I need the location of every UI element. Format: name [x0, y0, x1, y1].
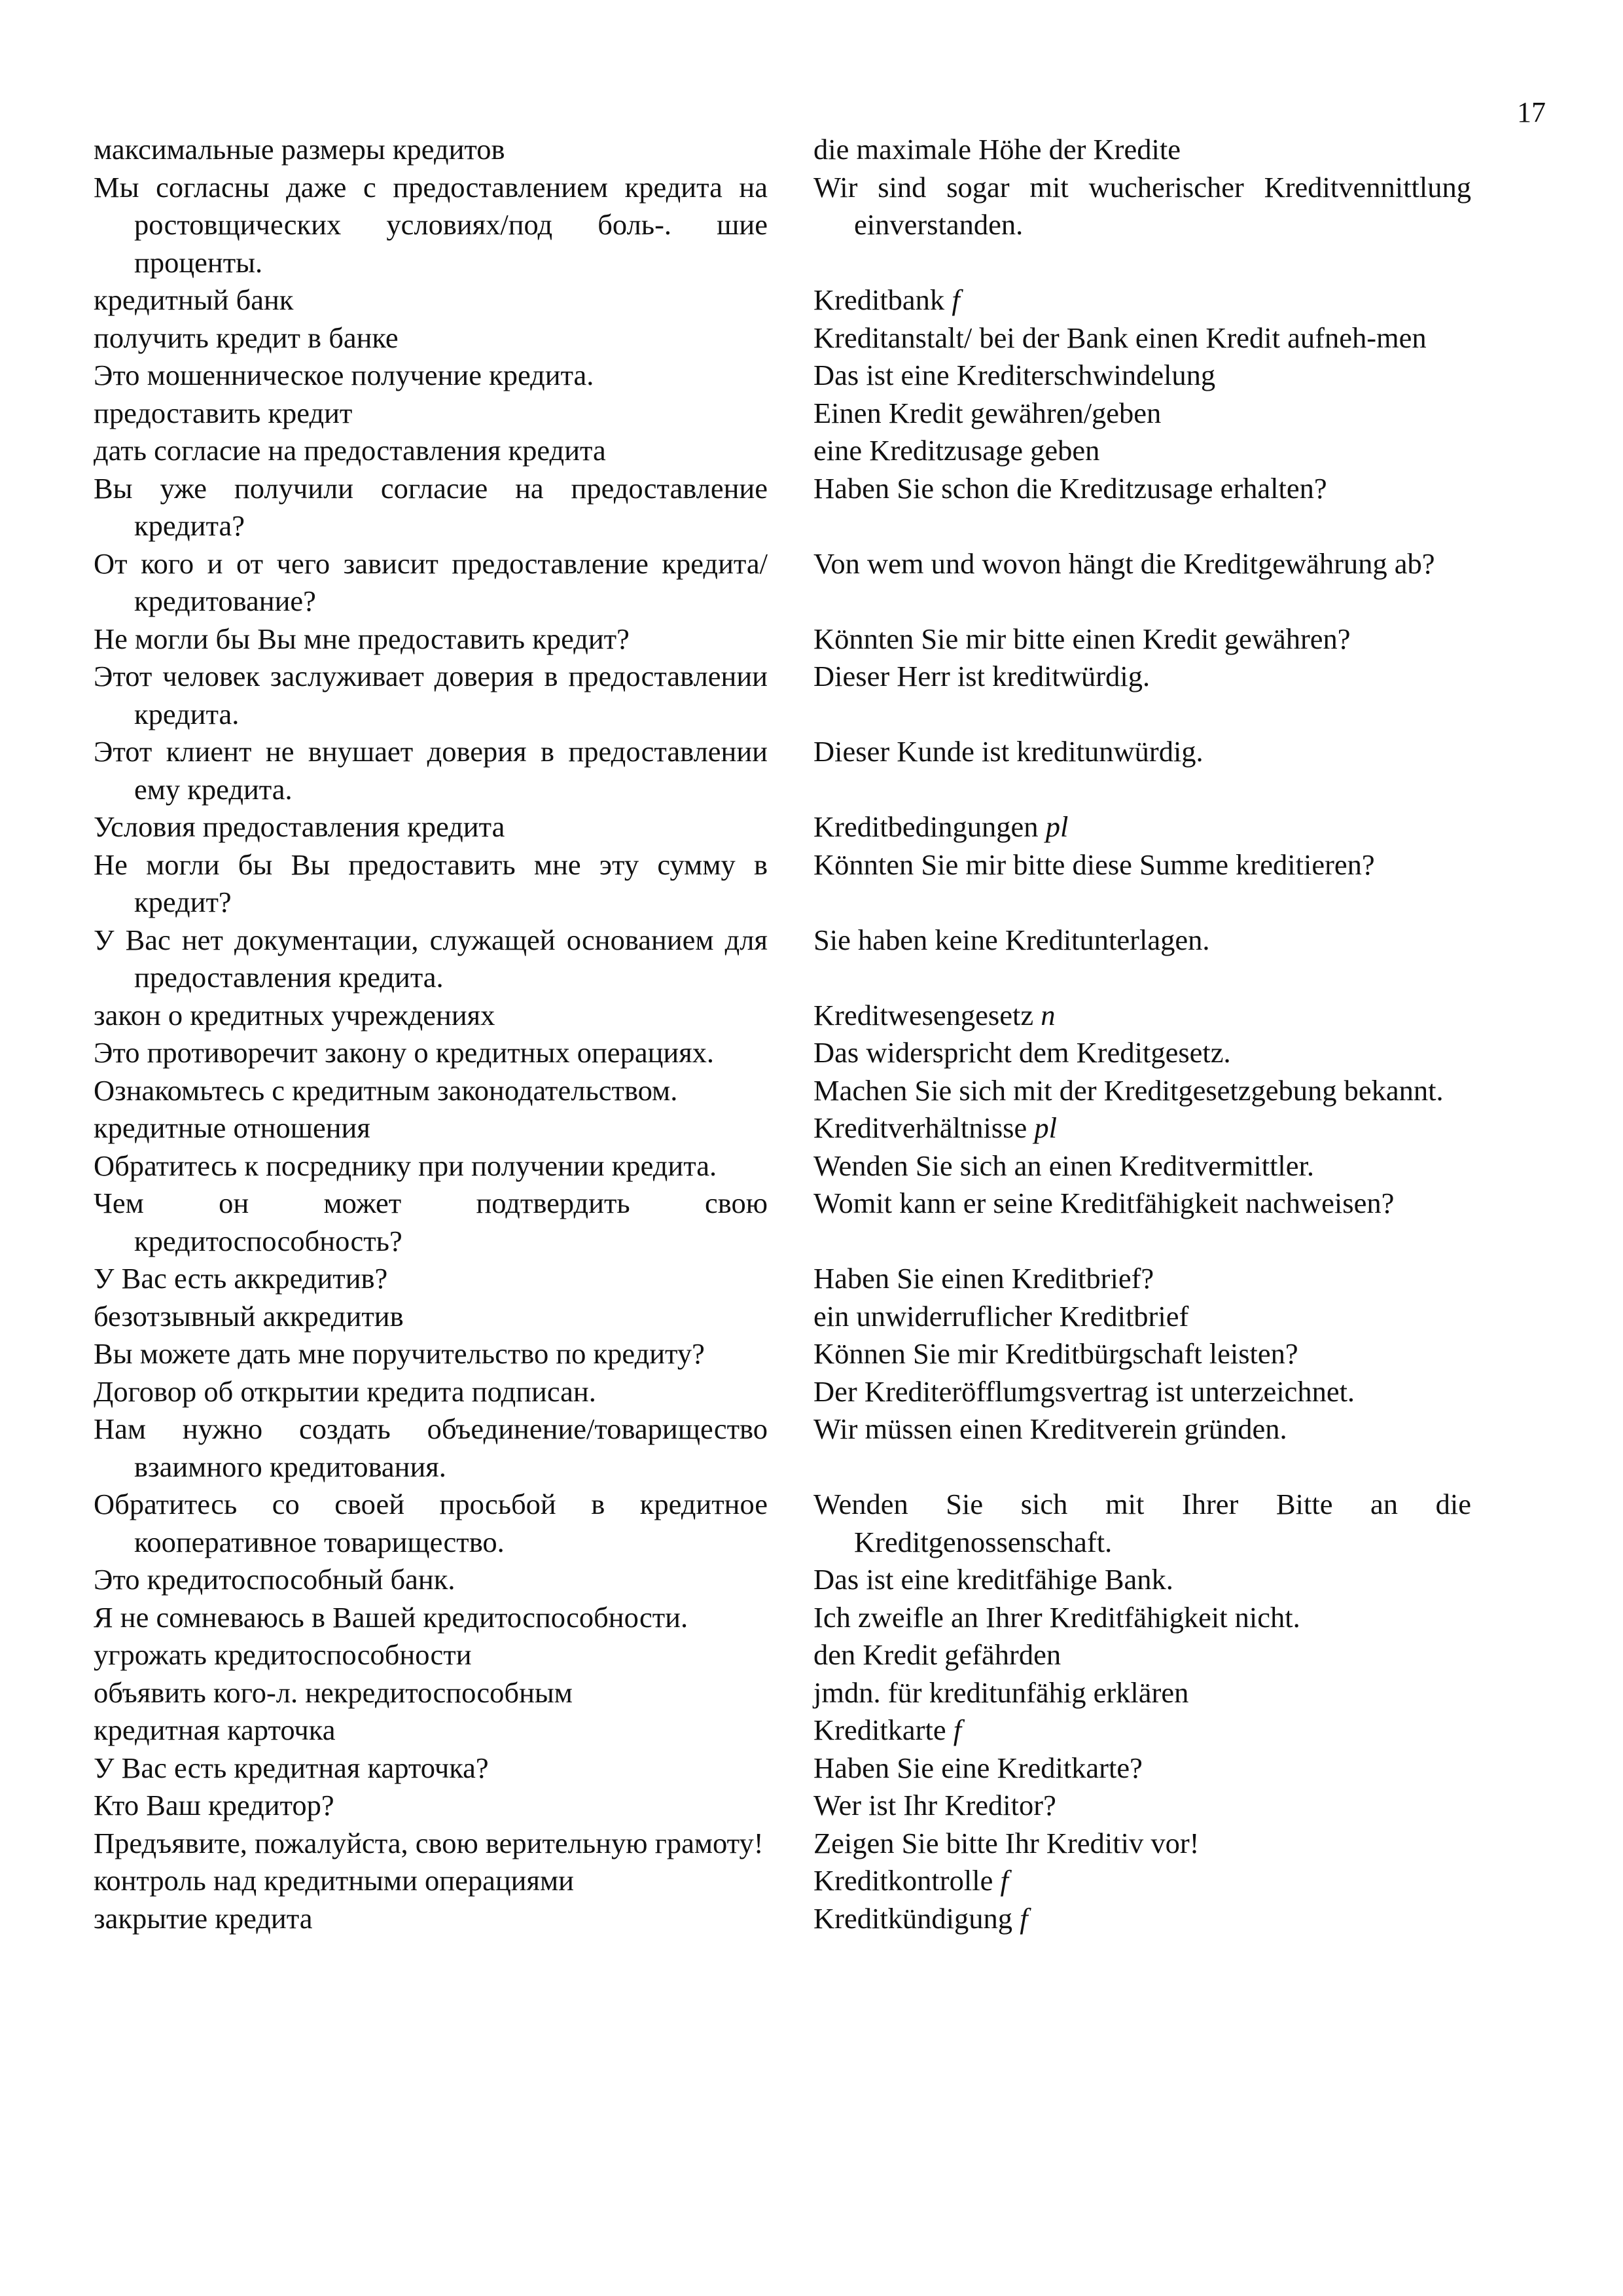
russian-text: предоставить кредит [94, 396, 353, 429]
german-phrase [813, 281, 1471, 319]
page-number: 17 [1517, 96, 1546, 128]
german-text: Dieser Kunde ist kreditunwürdig. [813, 735, 1204, 768]
glossary-row [94, 470, 1471, 545]
german-phrase [813, 922, 1471, 960]
german-text: Kreditanstalt/ bei der Bank einen Kredit aufneh-men [813, 321, 1427, 354]
grammar-label: pl [1034, 1111, 1057, 1144]
russian-text: Это противоречит закону о кредитных операциях. [94, 1036, 715, 1069]
german-text: Haben Sie schon die Kreditzusage erhalten? [813, 471, 1327, 505]
russian-phrase [94, 1185, 768, 1260]
russian-text: Не могли бы Вы предоставить мне эту сумму в кредит? [94, 848, 768, 918]
german-text: Wir sind sogar mit wucherischer Kreditvennittlung einverstanden. [813, 170, 1471, 241]
glossary-row [94, 319, 1471, 357]
russian-text: Не могли бы Вы мне предоставить кредит? [94, 622, 630, 655]
german-text: Ich zweifle an Ihrer Kreditfähigkeit nicht. [813, 1600, 1300, 1634]
german-text: Sie haben keine Kreditunterlagen. [813, 923, 1210, 956]
glossary-row [94, 733, 1471, 808]
russian-phrase [94, 1034, 768, 1072]
russian-text: Я не сомневаюсь в Вашей кредитоспособности. [94, 1600, 688, 1634]
grammar-label: f [1000, 1864, 1008, 1897]
russian-text: угрожать кредитоспособности [94, 1638, 472, 1671]
russian-text: Кто Ваш кредитор? [94, 1789, 334, 1821]
german-text: Zeigen Sie bitte Ihr Kreditiv vor! [813, 1826, 1200, 1859]
russian-text: получить кредит в банке [94, 321, 399, 354]
russian-text: Вы можете дать мне поручительство по кредиту? [94, 1337, 705, 1370]
russian-text: Этот клиент не внушает доверия в предоставлении ему кредита. [94, 735, 768, 806]
german-text: Kreditkontrolle [813, 1864, 993, 1897]
russian-phrase [94, 733, 768, 808]
russian-text: Это мошенническое получение кредита. [94, 359, 594, 391]
german-phrase [813, 1712, 1471, 1749]
german-text: Haben Sie einen Kreditbrief? [813, 1262, 1154, 1295]
glossary-row [94, 1486, 1471, 1561]
german-text: Könnten Sie mir bitte einen Kredit gewähren? [813, 622, 1351, 655]
glossary-row [94, 1373, 1471, 1411]
russian-text: закон о кредитных учреждениях [94, 998, 495, 1031]
glossary-row [94, 1825, 1471, 1863]
russian-text: объявить кого-л. некредитоспособным [94, 1676, 573, 1709]
glossary-row [94, 808, 1471, 846]
german-phrase [813, 808, 1471, 846]
russian-text: кредитные отношения [94, 1111, 370, 1144]
russian-text: безотзывный аккредитив [94, 1299, 404, 1333]
german-text: Machen Sie sich mit der Kreditgesetzgebung bekannt. [813, 1073, 1444, 1107]
glossary-row [94, 922, 1471, 997]
russian-phrase [94, 169, 768, 282]
grammar-label: f [953, 1713, 962, 1746]
russian-phrase [94, 1862, 768, 1900]
glossary-row [94, 131, 1471, 169]
german-text: ein unwiderruflicher Kreditbrief [813, 1299, 1189, 1333]
glossary-row [94, 1561, 1471, 1599]
grammar-label: f [1020, 1901, 1028, 1935]
russian-phrase [94, 131, 768, 169]
russian-text: максимальные размеры кредитов [94, 133, 505, 166]
glossary-row [94, 395, 1471, 433]
glossary-row [94, 846, 1471, 922]
russian-phrase [94, 545, 768, 620]
german-phrase [813, 997, 1471, 1035]
russian-text: кредитная карточка [94, 1713, 336, 1746]
german-text: eine Kreditzusage geben [813, 434, 1100, 467]
russian-text: У Вас нет документации, служащей основанием для предоставления кредита. [94, 923, 768, 994]
german-phrase [813, 545, 1471, 583]
german-phrase [813, 1561, 1471, 1599]
russian-text: Этот человек заслуживает доверия в предоставлении кредита. [94, 660, 768, 730]
german-text: Womit kann er seine Kreditfähigkeit nachweisen? [813, 1187, 1395, 1219]
german-phrase [813, 1862, 1471, 1900]
german-phrase [813, 733, 1471, 771]
german-text: Kreditkarte [813, 1713, 946, 1746]
german-phrase [813, 1674, 1471, 1712]
german-phrase [813, 1072, 1471, 1110]
german-text: Können Sie mir Kreditbürgschaft leisten? [813, 1337, 1298, 1370]
glossary-row [94, 1712, 1471, 1749]
russian-text: От кого и от чего зависит предоставление кредита/кредитование? [94, 547, 768, 617]
grammar-label: pl [1045, 810, 1069, 843]
russian-phrase [94, 1335, 768, 1373]
german-phrase [813, 357, 1471, 395]
russian-text: контроль над кредитными операциями [94, 1864, 574, 1897]
german-phrase [813, 658, 1471, 696]
german-text: Einen Kredit gewähren/geben [813, 396, 1162, 429]
grammar-label: n [1041, 998, 1056, 1031]
russian-phrase [94, 1900, 768, 1938]
russian-phrase [94, 1825, 768, 1863]
russian-phrase [94, 1373, 768, 1411]
russian-phrase [94, 1599, 768, 1637]
russian-phrase [94, 997, 768, 1035]
german-text: Haben Sie eine Kreditkarte? [813, 1751, 1143, 1784]
german-phrase [813, 319, 1471, 357]
german-phrase [813, 1636, 1471, 1674]
russian-phrase [94, 470, 768, 545]
russian-phrase [94, 1561, 768, 1599]
german-text: Der Krediteröfflumgsvertrag ist unterzeichnet. [813, 1374, 1355, 1408]
german-phrase [813, 1260, 1471, 1298]
russian-phrase [94, 1260, 768, 1298]
glossary-row [94, 1787, 1471, 1825]
glossary-row [94, 1410, 1471, 1486]
german-phrase [813, 1749, 1471, 1787]
glossary-row [94, 1674, 1471, 1712]
russian-phrase [94, 658, 768, 733]
russian-phrase [94, 1072, 768, 1110]
russian-phrase [94, 1486, 768, 1561]
russian-phrase [94, 1298, 768, 1336]
russian-text: Условия предоставления кредита [94, 810, 505, 843]
glossary-row [94, 1147, 1471, 1185]
glossary-row [94, 1335, 1471, 1373]
german-text: Das ist eine Krediterschwindelung [813, 359, 1216, 391]
glossary-row [94, 997, 1471, 1035]
german-text: die maximale Höhe der Kredite [813, 133, 1181, 166]
glossary-row [94, 1636, 1471, 1674]
russian-phrase [94, 808, 768, 846]
russian-phrase [94, 1712, 768, 1749]
glossary-row [94, 1900, 1471, 1938]
german-text: den Kredit gefährden [813, 1638, 1061, 1671]
german-phrase [813, 1185, 1471, 1223]
german-phrase [813, 169, 1471, 244]
russian-phrase [94, 395, 768, 433]
grammar-label: f [952, 283, 960, 316]
german-text: Kreditkündigung [813, 1901, 1013, 1935]
german-text: Kreditwesengesetz [813, 998, 1034, 1031]
russian-text: Это кредитоспособный банк. [94, 1563, 455, 1596]
german-phrase [813, 1109, 1471, 1147]
german-phrase [813, 131, 1471, 169]
german-phrase [813, 846, 1471, 884]
russian-phrase [94, 281, 768, 319]
german-phrase [813, 1599, 1471, 1637]
german-phrase [813, 470, 1471, 508]
russian-phrase [94, 319, 768, 357]
german-phrase [813, 395, 1471, 433]
russian-phrase [94, 1787, 768, 1825]
russian-phrase [94, 620, 768, 658]
glossary-row [94, 432, 1471, 470]
glossary-row [94, 658, 1471, 733]
german-text: Kreditbank [813, 283, 945, 316]
russian-text: Мы согласны даже с предоставлением кредита на ростовщических условиях/под боль-. шие проценты. [94, 170, 768, 279]
russian-text: Ознакомьтесь с кредитным законодательством. [94, 1073, 678, 1107]
german-text: Wer ist Ihr Kreditor? [813, 1789, 1056, 1821]
glossary-row [94, 1109, 1471, 1147]
german-phrase [813, 1034, 1471, 1072]
russian-text: У Вас есть аккредитив? [94, 1262, 388, 1295]
glossary-row [94, 1072, 1471, 1110]
russian-text: У Вас есть кредитная карточка? [94, 1751, 489, 1784]
german-phrase [813, 1410, 1471, 1448]
russian-phrase [94, 357, 768, 395]
russian-text: закрытие кредита [94, 1901, 313, 1935]
russian-text: Чем он может подтвердить свою кредитоспособность? [94, 1187, 768, 1257]
glossary-row [94, 1599, 1471, 1637]
glossary-row [94, 169, 1471, 282]
german-phrase [813, 1486, 1471, 1561]
german-phrase [813, 1373, 1471, 1411]
german-text: Von wem und wovon hängt die Kreditgewährung ab? [813, 547, 1435, 580]
russian-text: Вы уже получили согласие на предоставление кредита? [94, 471, 768, 542]
german-text: Dieser Herr ist kreditwürdig. [813, 660, 1150, 692]
german-text: Kreditverhältnisse [813, 1111, 1027, 1144]
glossary-row [94, 357, 1471, 395]
german-phrase [813, 1825, 1471, 1863]
glossary-row [94, 1749, 1471, 1787]
german-text: Das widerspricht dem Kreditgesetz. [813, 1036, 1231, 1069]
russian-phrase [94, 922, 768, 997]
russian-phrase [94, 1410, 768, 1486]
glossary-row [94, 620, 1471, 658]
german-phrase [813, 432, 1471, 470]
german-text: Wenden Sie sich an einen Kreditvermittler. [813, 1149, 1315, 1182]
glossary-row [94, 1260, 1471, 1298]
glossary-row [94, 1185, 1471, 1260]
russian-text: Обратитесь к посреднику при получении кредита. [94, 1149, 717, 1182]
german-text: Das ist eine kreditfähige Bank. [813, 1563, 1173, 1596]
russian-phrase [94, 1636, 768, 1674]
russian-text: Предъявите, пожалуйста, свою верительную грамоту! [94, 1826, 764, 1859]
glossary-entries [94, 131, 1471, 1937]
german-phrase [813, 1147, 1471, 1185]
russian-text: Нам нужно создать объединение/товарищество взаимного кредитования. [94, 1412, 768, 1483]
glossary-row [94, 1862, 1471, 1900]
glossary-row [94, 545, 1471, 620]
russian-phrase [94, 432, 768, 470]
german-phrase [813, 620, 1471, 658]
russian-phrase [94, 846, 768, 922]
russian-text: дать согласие на предоставления кредита [94, 434, 606, 467]
russian-phrase [94, 1147, 768, 1185]
german-phrase [813, 1335, 1471, 1373]
russian-text: Обратитесь со своей просьбой в кредитное кооперативное товарищество. [94, 1488, 768, 1558]
german-phrase [813, 1298, 1471, 1336]
german-text: Wir müssen einen Kreditverein gründen. [813, 1412, 1287, 1445]
russian-phrase [94, 1109, 768, 1147]
german-text: jmdn. für kreditunfähig erklären [813, 1676, 1189, 1709]
russian-text: кредитный банк [94, 283, 294, 316]
german-phrase [813, 1900, 1471, 1938]
german-phrase [813, 1787, 1471, 1825]
glossary-row [94, 1298, 1471, 1336]
german-text: Kreditbedingungen [813, 810, 1039, 843]
german-text: Könnten Sie mir bitte diese Summe kreditieren? [813, 848, 1375, 881]
russian-text: Договор об открытии кредита подписан. [94, 1374, 596, 1408]
russian-phrase [94, 1749, 768, 1787]
glossary-row [94, 281, 1471, 319]
russian-phrase [94, 1674, 768, 1712]
glossary-row [94, 1034, 1471, 1072]
german-text: Wenden Sie sich mit Ihrer Bitte an die Kreditgenossenschaft. [813, 1488, 1471, 1558]
